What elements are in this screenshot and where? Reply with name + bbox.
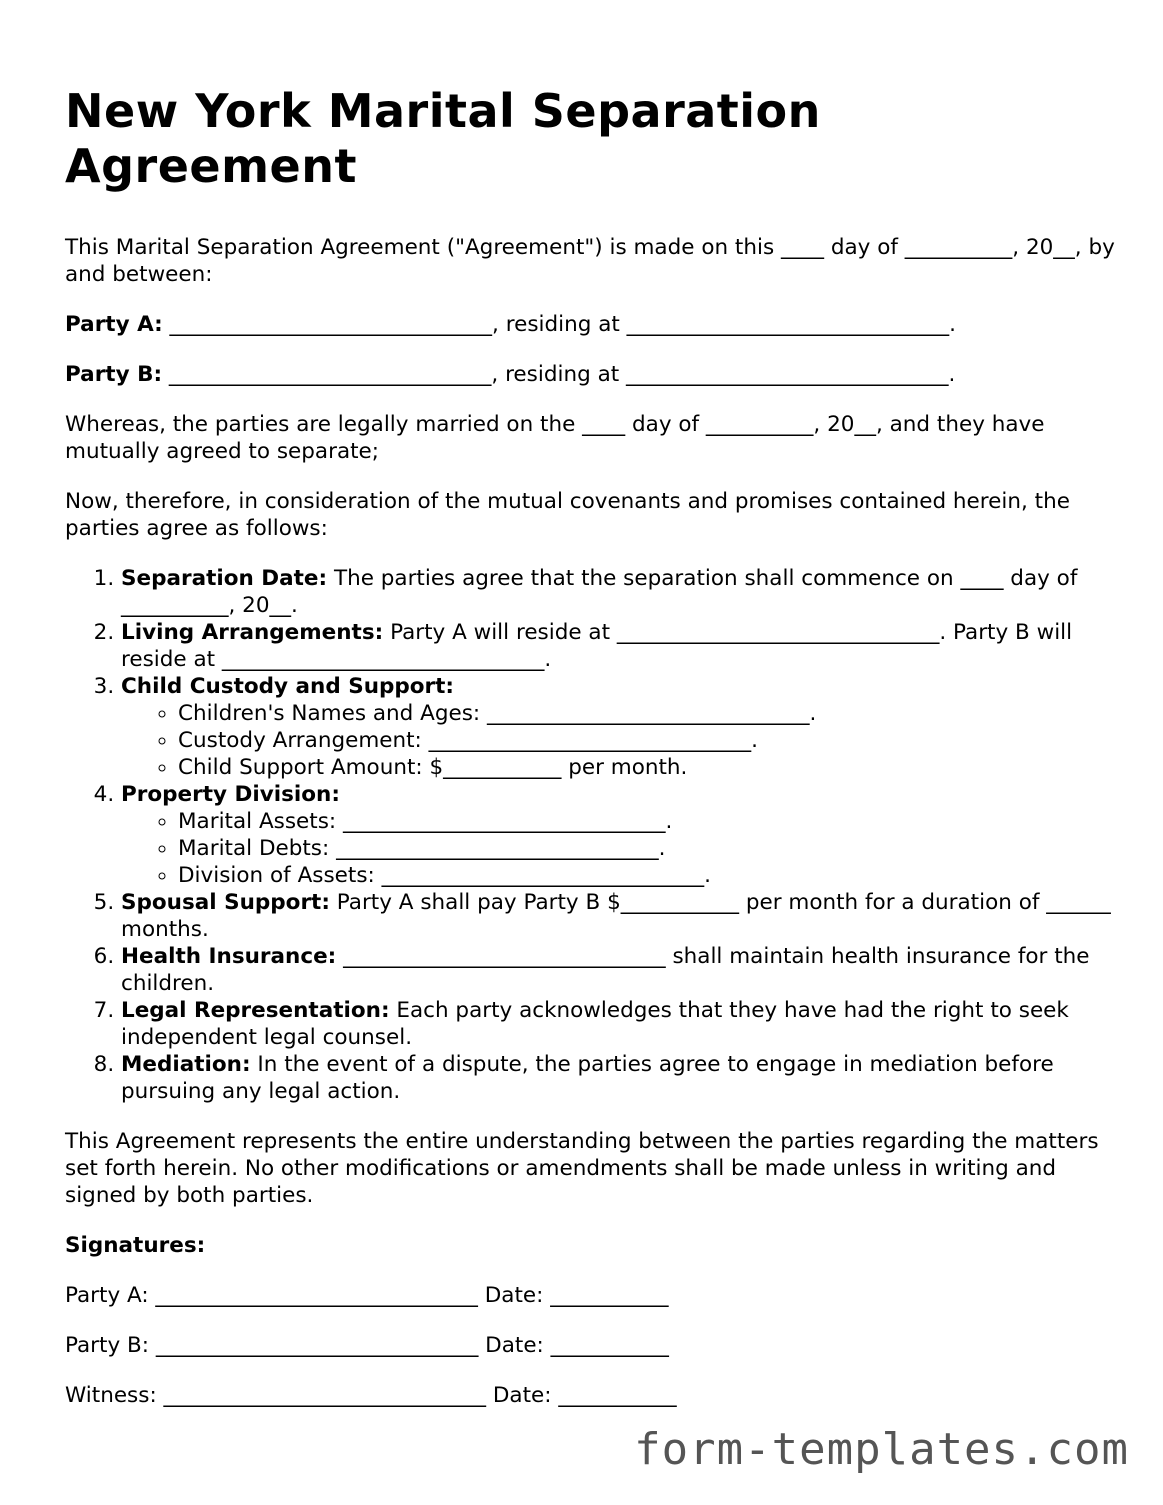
clause-label: Spousal Support: (121, 890, 330, 915)
clause-label: Child Custody and Support: (121, 674, 455, 699)
party-a-line (65, 311, 1115, 338)
clause-text: Each party acknowledges that they have had the right to seek independent legal counsel. (121, 998, 1069, 1050)
clause-label: Separation Date: (121, 566, 328, 591)
clause-label: Mediation: (121, 1052, 251, 1077)
signature-line-party-b: Party B: ______________________________ Date: ___________ (65, 1333, 669, 1358)
clause-child-custody (121, 673, 1115, 781)
clause-text: Party A shall pay Party B $___________ per month for a duration of ______ months. (121, 890, 1111, 942)
party-b-text: ______________________________, residing at ______________________________. (162, 362, 956, 387)
party-a-label: Party A: (65, 312, 163, 337)
party-b-line (65, 361, 1115, 388)
clause-legal-representation (121, 997, 1115, 1051)
document-page (65, 84, 1115, 1432)
sub-item-children-names: ◦ Children's Names and Ages: ______________________________. (178, 700, 1115, 727)
sub-item-marital-debts: ◦ Marital Debts: ______________________________. (178, 835, 1115, 862)
page-title: New York Marital Separation Agreement (65, 84, 821, 193)
signature-line-party-a: Party A: ______________________________ Date: ___________ (65, 1283, 669, 1308)
whereas-paragraph: Whereas, the parties are legally married on the ____ day of __________, 20__, and they have mutually agreed to separate; (65, 412, 1045, 464)
sub-item-custody-arrangement: ◦ Custody Arrangement: ______________________________. (178, 727, 1115, 754)
clause-list (65, 565, 1115, 1105)
clause-separation-date (121, 565, 1115, 619)
sub-item-division-of-assets: ◦ Division of Assets: ______________________________. (178, 862, 1115, 889)
signature-line-witness: Witness: ______________________________ Date: ___________ (65, 1383, 677, 1408)
property-division-sublist (121, 808, 1115, 889)
sub-item-marital-assets: ◦ Marital Assets: ______________________________. (178, 808, 1115, 835)
clause-property-division (121, 781, 1115, 889)
clause-label: Legal Representation: (121, 998, 390, 1023)
clause-text: ______________________________ shall maintain health insurance for the children. (121, 944, 1090, 996)
watermark: form-templates.com (634, 1424, 1129, 1475)
signatures-heading: Signatures: (65, 1233, 206, 1258)
clause-spousal-support (121, 889, 1115, 943)
clause-label: Health Insurance: (121, 944, 337, 969)
clause-label: Living Arrangements: (121, 620, 384, 645)
party-b-label: Party B: (65, 362, 163, 387)
clause-living-arrangements (121, 619, 1115, 673)
party-a-text: ______________________________, residing at ______________________________. (162, 312, 956, 337)
closing-paragraph: This Agreement represents the entire understanding between the parties regarding the matters set forth herein. No other modifications or amendments shall be made unless in writing and signed by both parties. (65, 1129, 1099, 1208)
child-custody-sublist (121, 700, 1115, 781)
clause-text: The parties agree that the separation shall commence on ____ day of __________, 20__. (121, 566, 1078, 618)
clause-health-insurance (121, 943, 1115, 997)
clause-label: Property Division: (121, 782, 340, 807)
sub-item-child-support-amount: ◦ Child Support Amount: $___________ per month. (178, 754, 1115, 781)
now-therefore-paragraph: Now, therefore, in consideration of the mutual covenants and promises contained herein, the parties agree as follows: (65, 489, 1070, 541)
clause-text: Party A will reside at ______________________________. Party B will reside at ______________________________. (121, 620, 1073, 672)
clause-text: In the event of a dispute, the parties agree to engage in mediation before pursuing any legal action. (121, 1052, 1054, 1104)
clause-mediation (121, 1051, 1115, 1105)
intro-paragraph: This Marital Separation Agreement ("Agreement") is made on this ____ day of __________, 20__, by and between: (65, 235, 1115, 287)
